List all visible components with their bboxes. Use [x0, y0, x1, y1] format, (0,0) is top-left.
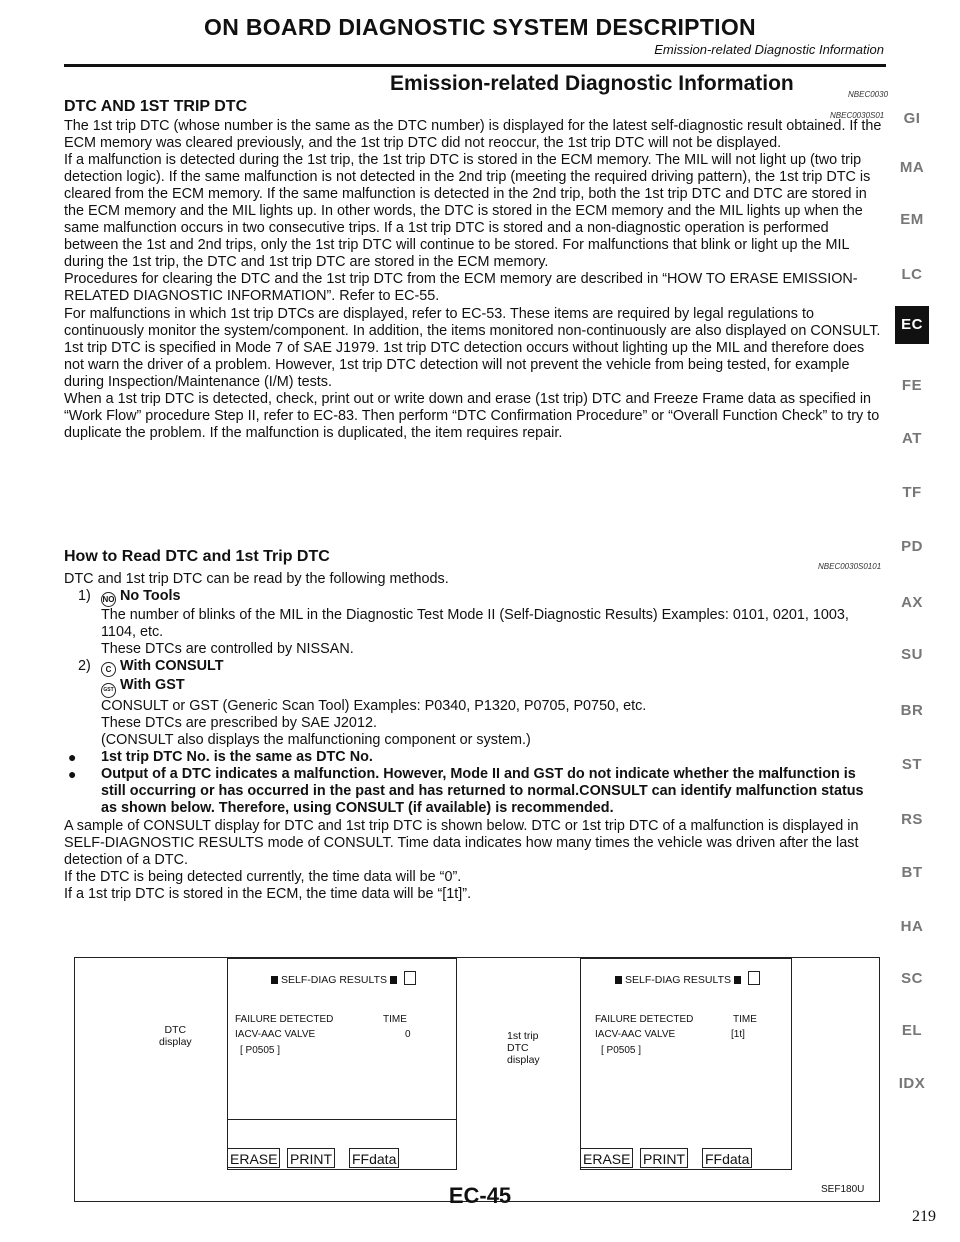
section-title: Emission-related Diagnostic Information [390, 72, 794, 95]
side-tab-lc[interactable]: LC [901, 266, 923, 283]
paragraph: If a malfunction is detected during the 1st trip, the 1st trip DTC is stored in the ECM memory. The MIL will not light up (two trip detection logic). If the same malfunction is not detected in the 2nd trip (meeting the required driving pattern), the 1st trip DTC is cleared from the ECM memory. If the same malfunction is detected in the 2nd trip, both the 1st trip DTC and DTC are stored in the ECM memory and the MIL lights up. In other words, the DTC is stored in the ECM memory and the MIL lights up when the same malfunction occurs in two consecutive trips. If a 1st trip DTC is stored and a non-diagnostic operation is performed between the 1st and 2nd trips, only the 1st trip DTC will continue to be stored. For malfunctions that blink or light up the MIL during the 1st trip, the DTC and 1st trip DTC are stored in the ECM memory. [64, 152, 871, 271]
method-number: 1) [78, 588, 91, 605]
ffdata-button[interactable]: FFdata [349, 1148, 399, 1168]
method-label-2: With GST [120, 677, 185, 694]
erase-button[interactable]: ERASE [227, 1148, 280, 1168]
side-tab-ma[interactable]: MA [899, 159, 925, 176]
dtc-code: [ P0505 ] [601, 1045, 642, 1056]
item-name: IACV-AAC VALVE [235, 1029, 316, 1040]
method-line: CONSULT or GST (Generic Scan Tool) Examples: P0340, P1320, P0705, P0750, etc. [101, 698, 647, 715]
page-header-title: ON BOARD DIAGNOSTIC SYSTEM DESCRIPTION [204, 14, 756, 40]
consult-screen-dtc [227, 958, 457, 1170]
side-tab-rs[interactable]: RS [901, 811, 923, 828]
subsection-title-how-to-read: How to Read DTC and 1st Trip DTC [64, 548, 330, 565]
dtc-display-label: DTC display [159, 1024, 192, 1048]
method-item-no-tools [64, 588, 882, 658]
side-tab-ax[interactable]: AX [901, 594, 923, 611]
subsection-ref-how-to-read: NBEC0030S0101 [818, 562, 882, 571]
side-tab-ec[interactable]: EC [895, 306, 929, 344]
figure-code: SEF180U [821, 1184, 865, 1195]
intro-text: DTC and 1st trip DTC can be read by the following methods. [64, 571, 449, 587]
paragraph: The 1st trip DTC (whose number is the same as the DTC number) is displayed for the latest self-diagnostic result obtained. If the ECM memory was cleared previously, and the 1st trip DTC did not reoccur, the 1st trip DTC will not be displayed. [64, 118, 882, 152]
method-item-consult [64, 658, 882, 749]
erase-button[interactable]: ERASE [580, 1148, 633, 1168]
dtc-code: [ P0505 ] [240, 1045, 281, 1056]
page-header-subtitle: Emission-related Diagnostic Information [654, 42, 884, 57]
method-label: No Tools [120, 588, 181, 605]
page-footer-code: EC-45 [448, 1183, 512, 1208]
consult-icon: C [101, 662, 116, 677]
side-tab-at[interactable]: AT [902, 430, 922, 447]
gst-icon: GST [101, 683, 116, 698]
method-label: With CONSULT [120, 658, 224, 675]
col-failure-detected: FAILURE DETECTED [595, 1014, 694, 1025]
ffdata-button[interactable]: FFdata [702, 1148, 752, 1168]
col-time: TIME [733, 1014, 757, 1025]
side-tab-su[interactable]: SU [901, 646, 923, 663]
header-rule [64, 64, 886, 67]
method-line: These DTCs are prescribed by SAE J2012. [101, 715, 377, 732]
side-tab-pd[interactable]: PD [901, 538, 923, 555]
col-time: TIME [383, 1014, 407, 1025]
side-tab-ha[interactable]: HA [900, 918, 924, 935]
no-tools-icon: NO [101, 592, 116, 607]
side-tab-st[interactable]: ST [901, 756, 923, 773]
paragraph: If the DTC is being detected currently, the time data will be “0”. [64, 868, 462, 885]
paragraph: Procedures for clearing the DTC and the 1st trip DTC from the ECM memory are described in “HOW TO ERASE EMISSION-RELATED DIAGNOSTIC INFORMATION”. Refer to EC-55. [64, 271, 858, 305]
section-ref: NBEC0030 [848, 90, 889, 99]
side-tab-fe[interactable]: FE [901, 377, 923, 394]
bullet-icon: ● [68, 749, 77, 766]
side-tab-gi[interactable]: GI [903, 110, 921, 127]
paragraph: For malfunctions in which 1st trip DTCs are displayed, refer to EC-53. These items are required by legal regulations to continuously monitor the system/component. In addition, the items monitored non-continuously are also displayed on CONSULT. [64, 305, 881, 339]
consult-display-figure [74, 957, 880, 1202]
method-number: 2) [78, 658, 91, 675]
consult-screen-first-trip-dtc [580, 958, 792, 1170]
bullet-item: ● Output of a DTC indicates a malfunction. However, Mode II and GST do not indicate whether the malfunction is still occurring or has occurred in the past and has returned to normal.CONSULT can identify malfunction status as shown below. Therefore, using CONSULT (if available) is recommended. [68, 766, 864, 817]
paragraph: A sample of CONSULT display for DTC and 1st trip DTC is shown below. DTC or 1st trip DTC of a malfunction is displayed in SELF-DIAGNOSTIC RESULTS mode of CONSULT. Time data indicates how many times the vehicle was driven after the last detection of a DTC. [64, 817, 859, 868]
method-line: These DTCs are controlled by NISSAN. [101, 641, 354, 658]
page-number: 219 [912, 1208, 936, 1225]
body-text [64, 118, 882, 442]
bullet-item: ● 1st trip DTC No. is the same as DTC No. [68, 749, 373, 766]
side-tab-el[interactable]: EL [901, 1022, 923, 1039]
first-trip-dtc-display-label: 1st trip DTC display [507, 1030, 540, 1066]
paragraph: If a 1st trip DTC is stored in the ECM, the time data will be “[1t]”. [64, 885, 472, 902]
side-tab-em[interactable]: EM [900, 211, 924, 228]
screen-title: SELF-DIAG RESULTS [581, 971, 791, 986]
col-failure-detected: FAILURE DETECTED [235, 1014, 334, 1025]
side-tab-tf[interactable]: TF [902, 484, 922, 501]
bullet-icon: ● [68, 766, 77, 783]
screen-title: SELF-DIAG RESULTS [228, 971, 456, 986]
time-value: [1t] [731, 1029, 745, 1040]
subsection-ref-dtc: NBEC0030S01 [830, 111, 885, 120]
method-line: The number of blinks of the MIL in the Diagnostic Test Mode II (Self-Diagnostic Results) Examples: 0101, 0201, 1003, 1104, etc. [101, 607, 849, 641]
side-tab-bt[interactable]: BT [901, 864, 923, 881]
side-tab-idx[interactable]: IDX [898, 1075, 926, 1092]
paragraph: 1st trip DTC is specified in Mode 7 of SAE J1979. 1st trip DTC detection occurs without lighting up the MIL and therefore does not warn the driver of a problem. However, 1st trip DTC detection will not prevent the vehicle from being tested, for example during Inspection/Maintenance (I/M) tests. [64, 339, 865, 390]
time-value: 0 [405, 1029, 411, 1040]
side-tab-sc[interactable]: SC [901, 970, 923, 987]
subsection-title-dtc: DTC AND 1ST TRIP DTC [64, 98, 248, 115]
item-name: IACV-AAC VALVE [595, 1029, 676, 1040]
how-to-read-body [64, 571, 882, 903]
paragraph: When a 1st trip DTC is detected, check, print out or write down and erase (1st trip) DTC and Freeze Frame data as specified in “Work Flow” procedure Step II, refer to EC-83. Then perform “DTC Confirmation Procedure” or “Overall Function Check” to try to duplicate the problem. If the malfunction is duplicated, the item requires repair. [64, 390, 880, 441]
print-button[interactable]: PRINT [287, 1148, 335, 1168]
side-tab-br[interactable]: BR [900, 702, 924, 719]
print-button[interactable]: PRINT [640, 1148, 688, 1168]
method-line: (CONSULT also displays the malfunctioning component or system.) [101, 732, 531, 749]
